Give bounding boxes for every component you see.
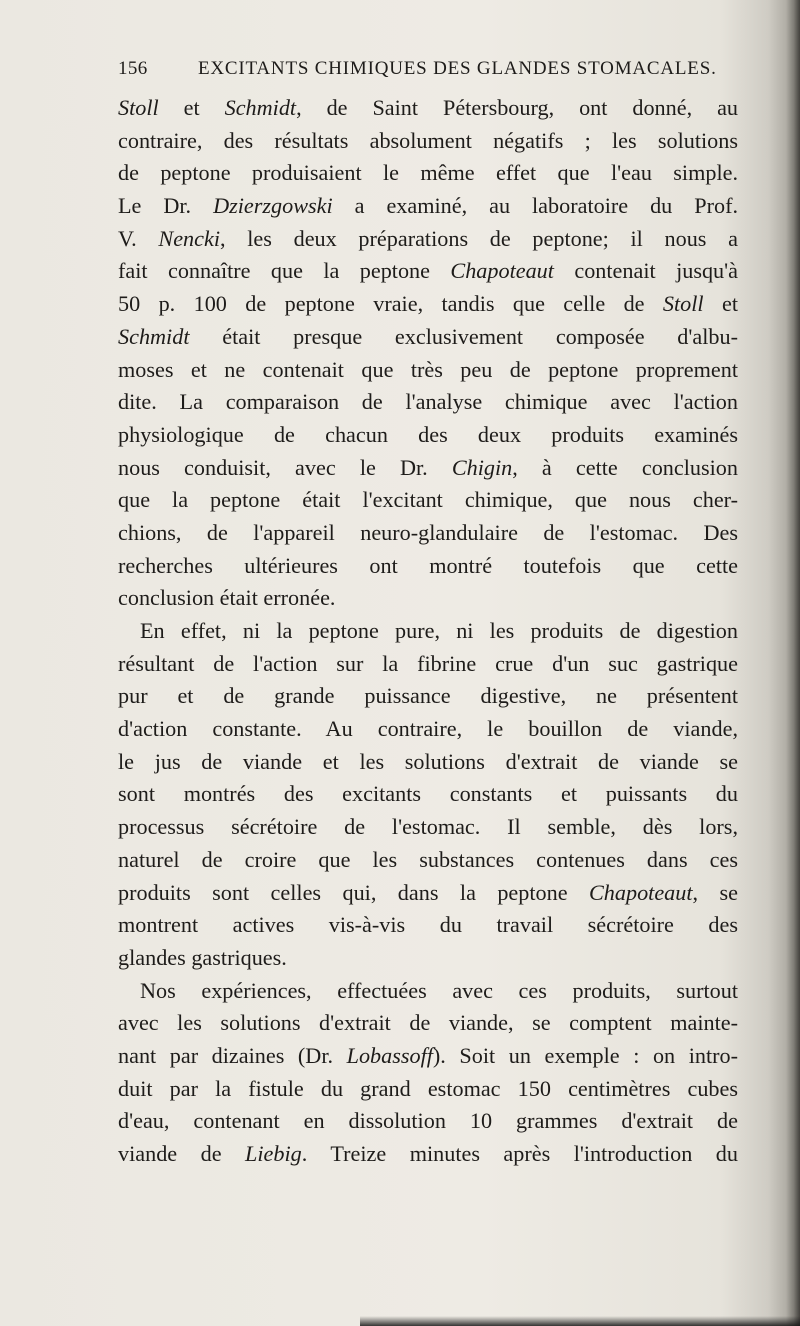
text-line: viande de Liebig. Treize minutes après l'introduction du <box>118 1141 738 1166</box>
text-line: avec les solutions d'extrait de viande, se comptent mainte- <box>118 1010 738 1036</box>
text-line: Le Dr. Dzierzgowski a examiné, au laboratoire du Prof. <box>118 193 738 219</box>
text-line: Nos expériences, effectuées avec ces produits, surtout <box>140 977 738 1003</box>
running-head <box>118 58 758 82</box>
page-number: 156 <box>118 58 148 79</box>
text-line: nant par dizaines (Dr. Lobassoff). Soit un exemple : on intro- <box>118 1042 738 1068</box>
text-line: glandes gastriques. <box>118 944 287 970</box>
text-line: pur et de grande puissance digestive, ne présentent <box>118 683 738 709</box>
page-bottom-shadow <box>360 1316 800 1326</box>
text-line: physiologique de chacun des deux produits examinés <box>118 421 738 447</box>
text-line: sont montrés des excitants constants et puissants du <box>118 781 738 807</box>
text-line: nous conduisit, avec le Dr. Chigin, à cette conclusion <box>118 454 738 480</box>
text-line: d'action constante. Au contraire, le bouillon de viande, <box>118 716 738 742</box>
text-line: produits sont celles qui, dans la peptone Chapoteaut, se <box>118 879 738 905</box>
text-line: conclusion était erronée. <box>118 585 336 611</box>
text-line: V. Nencki, les deux préparations de peptone; il nous a <box>118 225 738 251</box>
text-line: montrent actives vis-à-vis du travail sécrétoire des <box>118 912 738 938</box>
text-line: chions, de l'appareil neuro-glandulaire de l'estomac. Des <box>118 519 738 545</box>
text-line: fait connaître que la peptone Chapoteaut contenait jusqu'à <box>118 258 739 284</box>
text-line: 50 p. 100 de peptone vraie, tandis que celle de Stoll et <box>118 291 738 317</box>
text-line: que la peptone était l'excitant chimique, que nous cher- <box>118 487 738 513</box>
text-line: moses et ne contenait que très peu de peptone proprement <box>118 356 738 382</box>
text-line: duit par la fistule du grand estomac 150 centimètres cubes <box>118 1075 738 1101</box>
text-line: contraire, des résultats absolument négatifs ; les solutions <box>118 127 738 153</box>
body-text <box>118 92 738 1171</box>
text-line: Stoll et Schmidt, de Saint Pétersbourg, ont donné, au <box>118 95 739 120</box>
page-edge-shadow <box>786 0 800 1326</box>
text-line: d'eau, contenant en dissolution 10 grammes d'extrait de <box>118 1108 738 1134</box>
text-line: naturel de croire que les substances contenues dans ces <box>118 846 738 872</box>
text-line: recherches ultérieures ont montré toutefois que cette <box>118 552 738 578</box>
text-line: le jus de viande et les solutions d'extrait de viande se <box>118 748 738 774</box>
chapter-title: EXCITANTS CHIMIQUES DES GLANDES STOMACALES. <box>198 58 717 79</box>
text-line: Schmidt était presque exclusivement composée d'albu- <box>118 323 738 349</box>
text-line: En effet, ni la peptone pure, ni les produits de digestion <box>140 618 738 643</box>
text-line: processus sécrétoire de l'estomac. Il semble, dès lors, <box>118 814 738 840</box>
text-line: résultant de l'action sur la fibrine crue d'un suc gastrique <box>118 650 738 676</box>
text-line: dite. La comparaison de l'analyse chimique avec l'action <box>118 389 738 415</box>
text-line: de peptone produisaient le même effet que l'eau simple. <box>118 160 738 186</box>
